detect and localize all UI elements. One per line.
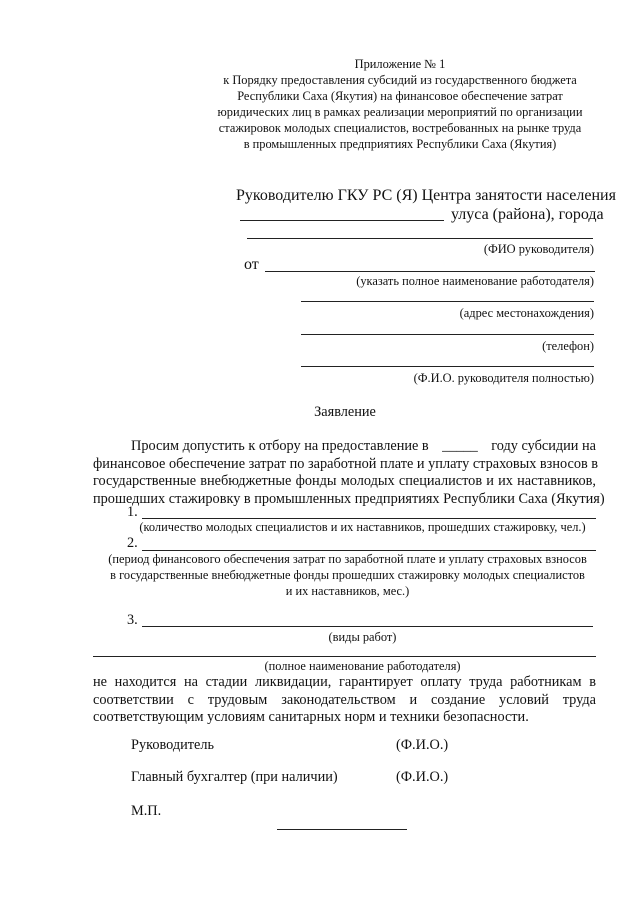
fio-blank[interactable] — [247, 238, 593, 239]
closing-line: соответствующим условиям санитарных норм и техники безопасности. — [93, 709, 529, 725]
appendix-line: стажировок молодых специалистов, востребованных на рынке труда — [218, 121, 582, 135]
appendix-line: Республики Саха (Якутия) на финансовое обеспечение затрат — [237, 89, 563, 103]
address-hint: (адрес местонахождения) — [459, 306, 594, 320]
signature-fio: (Ф.И.О.) — [396, 769, 449, 785]
employer-blank[interactable] — [265, 271, 595, 272]
item-1-hint: (количество молодых специалистов и их наставников, прошедших стажировку, чел.) — [139, 520, 586, 534]
from-label: от — [244, 256, 259, 273]
closing-line: не находится на стадии ликвидации, гарантирует оплату труда работникам в — [93, 674, 596, 690]
signature-fio: (Ф.И.О.) — [396, 737, 449, 753]
year-blank[interactable]: _____ — [442, 438, 478, 454]
addressee-line-2-suffix: улуса (района), города — [451, 206, 604, 223]
request-after-blank: году субсидии на — [491, 438, 596, 454]
stamp-label: М.П. — [131, 803, 162, 819]
item-number: 1. — [127, 504, 138, 520]
addressee-line-1: Руководителю ГКУ РС (Я) Центра занятости населения — [236, 187, 616, 204]
employer-name-hint: (полное наименование работодателя) — [264, 659, 461, 673]
appendix-line: к Порядку предоставления субсидий из государственного бюджета — [223, 73, 577, 87]
appendix-line: в промышленных предприятиях Республики Саха (Якутия) — [243, 137, 557, 151]
request-line: государственные внебюджетные фонды молодых специалистов и их наставников, — [93, 473, 596, 489]
item-number: 3. — [127, 612, 138, 628]
phone-hint: (телефон) — [542, 339, 594, 353]
request-start: Просим допустить к отбору на предоставление в — [131, 438, 429, 454]
address-blank[interactable] — [301, 301, 594, 302]
page-title: Заявление — [314, 404, 376, 420]
employer-name-blank[interactable] — [93, 656, 596, 657]
signature-role: Главный бухгалтер (при наличии) — [131, 769, 338, 785]
request-first-line — [131, 438, 596, 456]
closing-line: соответствии с трудовым законодательством и создание условий труда — [93, 691, 596, 708]
appendix-title: Приложение № 1 — [354, 57, 446, 71]
head-fio-hint: (Ф.И.О. руководителя полностью) — [413, 371, 594, 385]
request-line: прошедших стажировку в промышленных предприятиях Республики Саха (Якутия) — [93, 490, 605, 507]
item-number: 2. — [127, 535, 138, 551]
item-3-hint: (виды работ) — [328, 630, 397, 644]
employer-hint: (указать полное наименование работодателя) — [356, 274, 594, 288]
request-line: финансовое обеспечение затрат по заработной плате и уплату страховых взносов в — [93, 455, 599, 472]
signature-blank[interactable] — [277, 829, 407, 830]
fio-hint: (ФИО руководителя) — [483, 242, 594, 256]
item-2-hint-line: в государственные внебюджетные фонды прошедших стажировку молодых специалистов — [110, 568, 585, 582]
phone-blank[interactable] — [301, 334, 594, 335]
item-2-hint-line: и их наставников, мес.) — [285, 584, 410, 598]
appendix-line: юридических лиц в рамках реализации мероприятий по организации — [217, 105, 583, 119]
district-blank[interactable] — [240, 220, 444, 221]
signature-role: Руководитель — [131, 737, 215, 753]
item-3-blank[interactable] — [142, 626, 593, 627]
head-fio-blank[interactable] — [301, 366, 594, 367]
item-2-hint-line: (период финансового обеспечения затрат по заработной плате и уплату страховых взносов — [108, 552, 587, 566]
